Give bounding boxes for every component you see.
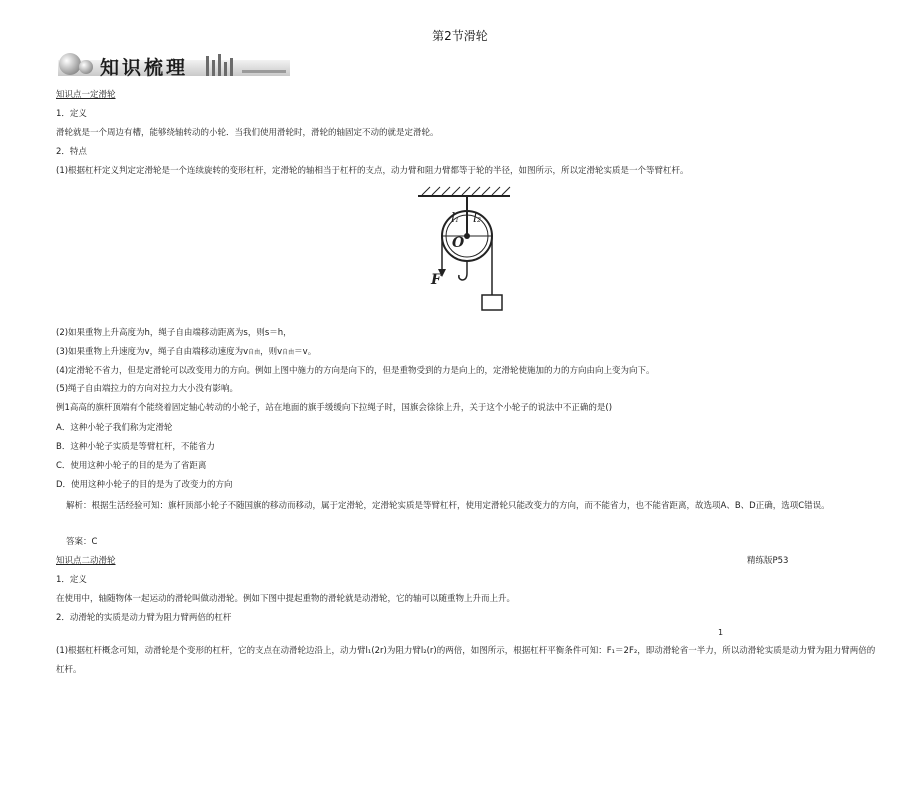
example-question: 例1高高的旗杆顶端有个能绕着固定轴心转动的小轮子，站在地面的旗手缓缓向下拉绳子时，国旗会徐徐上升，关于这个小轮子的说法中不正确的是() [56, 403, 613, 413]
kp1-p4: (4)定滑轮不省力，但是定滑轮可以改变用力的方向。例如上图中施力的方向是向下的，但是重物受到的力是向上的，定滑轮使施加的力的方向由向上变为向下。 [56, 366, 655, 376]
kp1-heading: 知识点一定滑轮 [56, 90, 116, 100]
kp2-reference: 精练版P53 [747, 556, 789, 566]
kp1-p3: (3)如果重物上升速度为v，绳子自由端移动速度为v自由，则v自由＝v。 [56, 347, 317, 357]
example-answer: 答案：C [66, 537, 98, 547]
kp2-heading: 知识点二动滑轮 [56, 556, 116, 566]
pulley-diagram [410, 183, 520, 318]
kp1-p1: (1)根据杠杆定义判定定滑轮是一个连续旋转的变形杠杆，定滑轮的轴相当于杠杆的支点，动力臂和阻力臂都等于轮的半径，如图所示，所以定滑轮实质是一个等臂杠杆。 [56, 166, 689, 176]
kp2-def-text: 在使用中，轴随物体一起运动的滑轮叫做动滑轮。例如下图中提起重物的滑轮就是动滑轮，它的轴可以随重物上升而上升。 [56, 594, 516, 604]
example-option-c: C．使用这种小轮子的目的是为了省距离 [56, 461, 207, 471]
kp1-def-text: 滑轮就是一个周边有槽，能够绕轴转动的小轮．当我们使用滑轮时，滑轮的轴固定不动的就是定滑轮。 [56, 128, 439, 138]
label-l1: l1 [451, 211, 459, 226]
banner-text: 知识梳理 [100, 57, 189, 79]
kp1-p2: (2)如果重物上升高度为h，绳子自由端移动距离为s，则s＝h， [56, 328, 292, 338]
example-analysis: 解析：根据生活经验可知：旗杆顶部小轮子不随国旗的移动而移动，属于定滑轮，定滑轮实质是等臂杠杆，使用定滑轮只能改变力的方向，而不能省力，也不能省距离，故选项A、B、D正确，选项C错误。 [66, 501, 830, 511]
kp1-p5: (5)绳子自由端拉力的方向对拉力大小没有影响。 [56, 384, 239, 394]
label-o: O [452, 235, 465, 251]
kp2-p1: (1)根据杠杆概念可知，动滑轮是个变形的杠杆，它的支点在动滑轮边沿上，动力臂l₁(2r)为阻力臂l₂(r)的两倍，如图所示，根据杠杆平衡条件可知：F₁＝2F₂，即动滑轮省一半力，所以动滑轮实质是动力臂为阻力臂两倍的杠杆。 [56, 646, 876, 675]
kp2-def-label: 1．定义 [56, 575, 87, 585]
example-option-b: B．这种小轮子实质是等臂杠杆，不能省力 [56, 442, 215, 452]
page-title: 第2节滑轮 [432, 29, 488, 43]
label-f: F [431, 272, 441, 288]
kp2-essence-label: 2．动滑轮的实质是动力臂为阻力臂两倍的杠杆 [56, 613, 232, 623]
section-banner [56, 52, 292, 78]
kp2-fraction-numerator: 1 [718, 628, 724, 637]
label-l2: l2 [473, 211, 481, 226]
kp1-def-label: 1．定义 [56, 109, 87, 119]
example-option-a: A．这种小轮子我们称为定滑轮 [56, 423, 173, 433]
kp1-feat-label: 2．特点 [56, 147, 87, 157]
example-option-d: D．使用这种小轮子的目的是为了改变力的方向 [56, 480, 233, 490]
fixed-pulley-figure [410, 183, 520, 318]
